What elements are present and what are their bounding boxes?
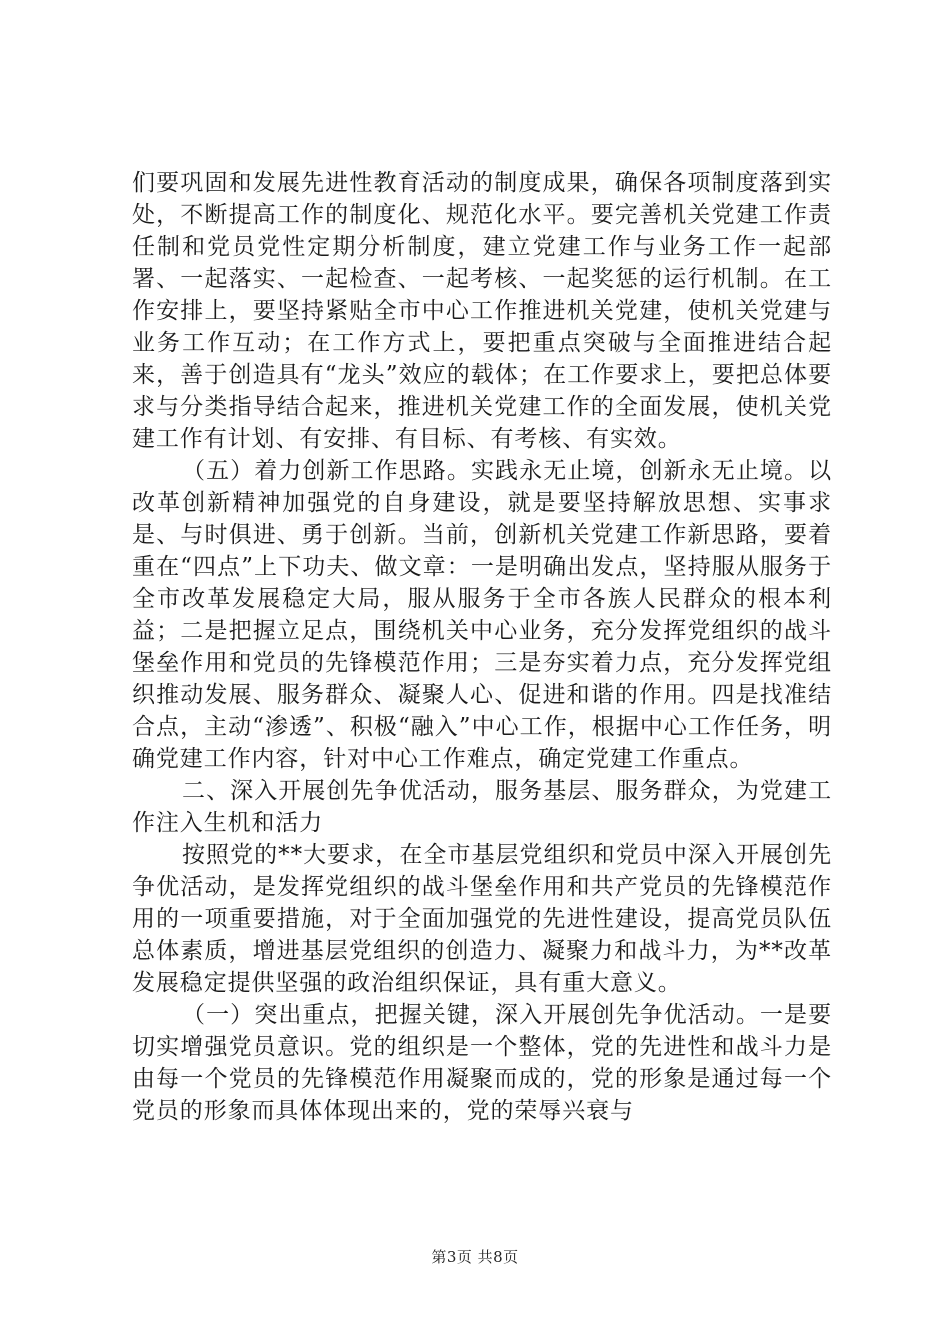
paragraph-section-two-intro: 按照党的**大要求，在全市基层党组织和党员中深入开展创先争优活动，是发挥党组织的战斗堡垒作用和共产党员的先锋模范作用的一项重要措施，对于全面加强党的先进性建设，提高党员队伍总体素质，增进基层党组织的创造力、凝聚力和战斗力，为**改革发展稳定提供坚强的政治组织保证，具有重大意义。 bbox=[132, 842, 832, 996]
paragraph-section-five: （五）着力创新工作思路。实践永无止境，创新永无止境。以改革创新精神加强党的自身建设，就是要坚持解放思想、实事求是、与时俱进、勇于创新。当前，创新机关党建工作新思路，要着重在“四点”上下功夫、做文章：一是明确出发点，坚持服从服务于全市改革发展稳定大局，服从服务于全市各族人民群众的根本利益；二是把握立足点，围绕机关中心业务，充分发挥党组织的战斗堡垒作用和党员的先锋模范作用；三是夯实着力点，充分发挥党组织推动发展、服务群众、凝聚人心、促进和谐的作用。四是找准结合点，主动“渗透”、积极“融入”中心工作，根据中心工作任务，明确党建工作内容，针对中心工作难点，确定党建工作重点。 bbox=[132, 458, 832, 772]
paragraph-subsection-one: （一）突出重点，把握关键，深入开展创先争优活动。一是要切实增强党员意识。党的组织是一个整体，党的先进性和战斗力是由每一个党员的先锋模范作用凝聚而成的，党的形象是通过每一个党员的形象而具体体现出来的，党的荣辱兴衰与 bbox=[132, 1002, 832, 1124]
document-body bbox=[132, 167, 832, 1127]
section-heading-two: 二、深入开展创先争优活动，服务基层、服务群众，为党建工作注入生机和活力 bbox=[132, 778, 832, 836]
page-footer: 第3页 共8页 bbox=[431, 1248, 519, 1266]
paragraph-continuation: 们要巩固和发展先进性教育活动的制度成果，确保各项制度落到实处，不断提高工作的制度化、规范化水平。要完善机关党建工作责任制和党员党性定期分析制度，建立党建工作与业务工作一起部署、一起落实、一起检查、一起考核、一起奖惩的运行机制。在工作安排上，要坚持紧贴全市中心工作推进机关党建，使机关党建与业务工作互动；在工作方式上，要把重点突破与全面推进结合起来，善于创造具有“龙头”效应的载体；在工作要求上，要把总体要求与分类指导结合起来，推进机关党建工作的全面发展，使机关党建工作有计划、有安排、有目标、有考核、有实效。 bbox=[132, 170, 832, 452]
